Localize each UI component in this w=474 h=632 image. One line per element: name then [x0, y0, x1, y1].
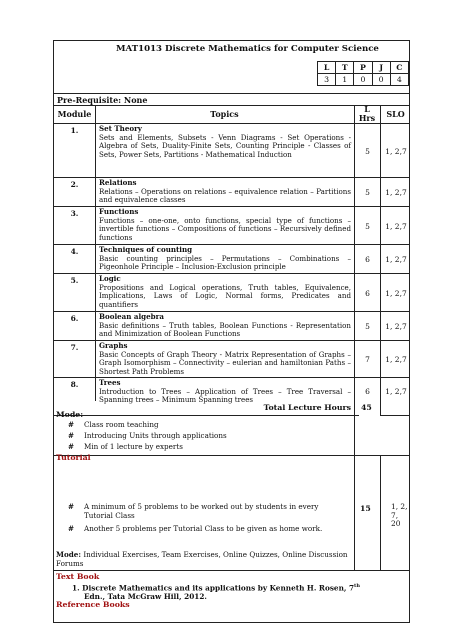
tutorial-hours: 15: [360, 504, 371, 513]
ltpjc-value: 0: [372, 74, 390, 86]
tutorial-item-text: A minimum of 5 problems to be worked out by students in every Tutorial Class: [84, 502, 319, 520]
module-body: Functions – one-one, onto functions, special type of functions – invertible functions – Compositions of functions – Recursively defined functions: [99, 215, 351, 243]
ltpjc-label: L: [318, 62, 336, 74]
divider: [54, 415, 359, 416]
module-title: Graphs: [99, 341, 128, 350]
module-topic: [99, 246, 351, 272]
module-title: Functions: [99, 207, 139, 216]
module-hours: 6: [365, 289, 370, 298]
syllabus-sheet: [53, 40, 410, 623]
ltpjc-table: [317, 61, 409, 86]
course-title: MAT1013 Discrete Mathematics for Computer Science: [116, 44, 379, 54]
mode-item-text: Class room teaching: [84, 420, 159, 429]
mode-item-text: Min of 1 lecture by experts: [84, 442, 183, 451]
ltpjc-label: P: [354, 62, 372, 74]
ltpjc-value: 3: [318, 74, 336, 86]
column-header-module: Module: [57, 109, 92, 119]
module-title: Relations: [99, 178, 137, 187]
text-book-item-text-cont: Edn., Tata McGraw Hill, 2012.: [84, 592, 207, 602]
module-slo: 1, 2,7: [385, 188, 407, 197]
ltpjc-label: T: [336, 62, 354, 74]
module-title: Techniques of counting: [99, 245, 193, 254]
module-body: Basic Concepts of Graph Theory - Matrix Representation of Graphs – Graph Isomorphism – Connectivity – eulerian and hamiltonian Paths – Shortest Path Problems: [99, 349, 351, 377]
ltpjc-label: C: [390, 62, 408, 74]
tutorial-item-text: Another 5 problems per Tutorial Class to be given as home work.: [84, 524, 323, 533]
module-slo: 1, 2,7: [385, 355, 407, 364]
tutorial-mode-text: Individual Exercises, Team Exercises, Online Quizzes, Online Discussion Forums: [56, 550, 348, 568]
tutorial-mode-label: Mode:: [56, 550, 82, 559]
module-slo: 1, 2,7: [385, 147, 407, 156]
mode-item: # Class room teaching: [68, 421, 348, 430]
module-number: 7.: [70, 343, 79, 352]
text-book-item-text: Discrete Mathematics and its applications by Kenneth H. Rosen, 7: [82, 583, 355, 593]
text-book-item: [72, 582, 402, 601]
tutorial-item: # A minimum of 5 problems to be worked out by students in every Tutorial Class: [68, 503, 348, 520]
module-hours: 7: [365, 355, 370, 364]
prerequisite: Pre-Requisite: None: [57, 95, 148, 105]
tutorial-item: # Another 5 problems per Tutorial Class to be given as home work.: [68, 525, 348, 534]
module-title: Trees: [99, 378, 121, 387]
total-lecture-hours-label: Total Lecture Hours: [263, 403, 351, 412]
tutorial-heading: Tutorial: [56, 453, 91, 462]
divider: [380, 415, 409, 416]
ltpjc-value: 4: [390, 74, 408, 86]
module-number: 3.: [70, 209, 79, 218]
column-header-slo: SLO: [386, 109, 405, 119]
ltpjc-label: J: [372, 62, 390, 74]
tutorial-slo-line: 7,: [391, 510, 399, 520]
module-hours: 5: [365, 188, 370, 197]
divider: [54, 93, 409, 94]
module-topic: [99, 379, 351, 405]
module-number: 2.: [70, 180, 79, 189]
module-number: 5.: [70, 276, 79, 285]
module-topic: [99, 208, 351, 243]
ltpjc-value: 1: [336, 74, 354, 86]
column-header-topics: Topics: [210, 109, 239, 119]
tutorial-slo-line: 1, 2,: [391, 502, 408, 511]
text-book-heading: Text Book: [56, 572, 100, 581]
module-slo: 1, 2,7: [385, 222, 407, 231]
reference-books-heading: Reference Books: [56, 600, 130, 609]
divider: [54, 570, 409, 571]
module-body: Propositions and Logical operations, Truth tables, Equivalence, Implications, Laws of Logic, Normal forms, Predicates and quantifiers: [99, 282, 351, 310]
module-slo: 1, 2,7: [385, 255, 407, 264]
mode-item: # Introducing Units through applications: [68, 432, 348, 441]
module-title: Set Theory: [99, 124, 142, 133]
module-topic: [99, 179, 351, 205]
tutorial-mode: [56, 551, 348, 568]
divider: [354, 105, 355, 455]
module-body: Sets and Elements, Subsets - Venn Diagrams - Set Operations - Algebra of Sets, Duality-Finite Sets, Counting Principle - Classes of Sets, Power Sets, Partitions - Mathematical Induction: [99, 132, 351, 160]
module-slo: 1, 2,7: [385, 322, 407, 331]
mode-heading: Mode:: [56, 410, 84, 419]
module-number: 6.: [70, 314, 79, 323]
module-topic: [99, 125, 351, 160]
module-title: Boolean algebra: [99, 312, 164, 321]
divider: [95, 105, 96, 401]
module-title: Logic: [99, 274, 121, 283]
module-number: 4.: [70, 247, 79, 256]
module-body: Basic counting principles – Permutations – Combinations – Pigeonhole Principle – Inclusion-Exclusion principle: [99, 253, 351, 272]
module-topic: [99, 275, 351, 310]
text-book-item-number: 1.: [72, 583, 80, 593]
module-hours: 5: [365, 147, 370, 156]
module-body: Basic definitions – Truth tables, Boolean Functions - Representation and Minimization of Boolean Functions: [99, 320, 351, 339]
mode-item: # Min of 1 lecture by experts: [68, 443, 348, 452]
module-number: 8.: [70, 380, 79, 389]
module-hours: 5: [365, 222, 370, 231]
tutorial-slo-line: 20: [391, 519, 401, 529]
total-lecture-hours-value: 45: [361, 403, 372, 412]
module-slo: 1, 2,7: [385, 387, 407, 396]
module-topic: [99, 342, 351, 377]
divider: [354, 455, 355, 570]
mode-item-text: Introducing Units through applications: [84, 431, 227, 440]
module-hours: 6: [365, 255, 370, 264]
tutorial-slo: [391, 503, 407, 529]
text-book-item-sup: th: [354, 583, 360, 589]
divider: [54, 455, 409, 456]
divider: [380, 455, 381, 570]
module-number: 1.: [70, 126, 79, 135]
module-slo: 1, 2,7: [385, 289, 407, 298]
module-hours: 6: [365, 387, 370, 396]
module-body: Introduction to Trees – Application of Trees – Tree Traversal – Spanning trees – Minimum Spanning trees: [99, 386, 351, 405]
module-topic: [99, 313, 351, 339]
module-body: Relations – Operations on relations – equivalence relation – Partitions and equivalence classes: [99, 186, 351, 205]
ltpjc-value: 0: [354, 74, 372, 86]
column-header-hrs-l: L: [364, 104, 370, 114]
column-header-hrs: Hrs: [358, 113, 376, 123]
module-hours: 5: [365, 322, 370, 331]
